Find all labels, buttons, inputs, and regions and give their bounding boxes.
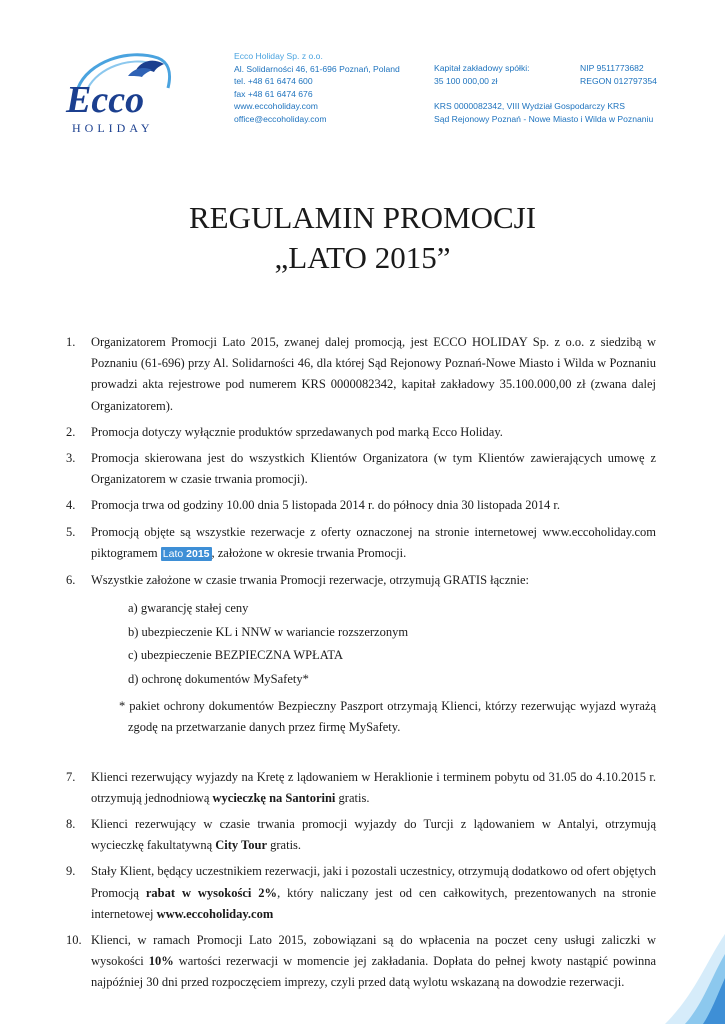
item-text-mid: , który naliczany jest od cen całkowitych, prezentowanych na stronie internetowej (91, 885, 656, 921)
item-text: Klienci rezerwujący w czasie trwania promocji wyjazdy do Turcji z lądowaniem w Antalyi, otrzymują wycieczkę fakultatywną (91, 817, 656, 853)
item-bold: wycieczkę na Santorini (212, 790, 336, 805)
item-text: Wszystkie założone w czasie trwania Promocji rezerwacje, otrzymują GRATIS łącznie: (91, 573, 530, 588)
sublist-item: c) ubezpieczenie BEZPIECZNA WPŁATA (128, 648, 344, 663)
sublist-item: a) gwarancję stałej ceny (128, 601, 249, 616)
item-text-end: wartości rezerwacji w momencie jej zakładania. Dopłata do pełnej kwoty nastąpić powinna najpóźniej 30 dni przed rozpoczęciem imprezy, czyli przed datą wylotu wskazaną na dowodzie rezerwacji. (91, 954, 656, 990)
capital-info (434, 62, 530, 87)
regon: REGON 012797354 (580, 75, 657, 86)
item-bold: 10% (148, 954, 174, 969)
capital-label: Kapitał zakładowy spółki: (434, 63, 530, 73)
decorative-wave (645, 934, 725, 1024)
footnote: * pakiet ochrony dokumentów Bezpieczny Paszport otrzymają Klienci, którzy rezerwując wyjazd wyrażą zgodę na przetwarzanie danych przez firmę MySafety. (119, 699, 656, 735)
company-phone: tel. +48 61 6474 600 (234, 76, 313, 87)
krs: KRS 0000082342, VIII Wydział Gospodarczy KRS (434, 101, 625, 111)
website-link[interactable]: www.eccoholiday.com (156, 906, 274, 921)
list-item (66, 332, 656, 417)
item-number: 4. (66, 498, 76, 513)
item-number: 3. (66, 451, 76, 466)
court-info (434, 100, 653, 125)
item-text: Promocja skierowana jest do wszystkich Klientów Organizatora (w tym Klientów zawierających umowę z Organizatorem w czasie trwania promocji). (91, 451, 656, 487)
item-bold: City Tour (215, 838, 268, 853)
list-item (66, 522, 656, 565)
sublist-item: d) ochronę dokumentów MySafety* (128, 672, 309, 687)
item-bold: rabat w wysokości 2% (145, 885, 278, 900)
item-text: Klienci rezerwujący wyjazdy na Kretę z lądowaniem w Heraklionie i terminem pobytu od 31.05 do 4.10.2015 r. otrzymują jednodniową (91, 769, 656, 805)
company-fax: fax +48 61 6474 676 (234, 88, 313, 99)
item-number: 1. (66, 335, 76, 349)
gratis-sublist (91, 598, 656, 690)
item-number: 8. (66, 817, 76, 832)
list-item (66, 495, 656, 516)
item-number: 9. (66, 864, 76, 879)
item-number: 5. (66, 524, 76, 539)
list-item (66, 422, 656, 443)
item-text: Promocja dotyczy wyłącznie produktów sprzedawanych pod marką Ecco Holiday. (91, 424, 503, 439)
sublist-item: b) ubezpieczenie KL i NNW w wariancie rozszerzonym (128, 624, 409, 639)
nip: NIP 9511773682 (580, 63, 644, 73)
svg-text:Ecco: Ecco (66, 79, 145, 121)
company-address: Al. Solidarności 46, 61-696 Poznań, Poland (234, 63, 400, 74)
item-text: Organizatorem Promocji Lato 2015, zwanej dalej promocją, jest ECCO HOLIDAY Sp. z o.o. z siedzibą w Poznaniu (61-696) przy Al. Solidarności 46, dla której Sąd Rejonowy Poznań-Nowe Miasto i Wilda w Poznaniu prowadzi akta rejestrowe pod numerem KRS 0000082342, kapitał zakładowy 35.100.000,00 zł (zwana dalej Organizatorem). (91, 335, 656, 413)
item-text: Klienci, w ramach Promocji Lato 2015, zobowiązani są do wpłacenia na poczet ceny usługi zaliczki w wysokości (91, 933, 656, 969)
item-number: 7. (66, 769, 76, 784)
list-item (66, 861, 656, 925)
document-title (0, 198, 725, 278)
item-text-end: gratis. (335, 790, 370, 805)
item-text: Stały Klient, będący uczestnikiem rezerwacji, jaki i pozostali uczestnicy, otrzymują dodatkowo od ofert objętych Promocją (91, 864, 656, 900)
list-item (66, 767, 656, 809)
list-item (66, 930, 656, 994)
ecco-holiday-logo (58, 44, 178, 136)
svg-text:HOLIDAY: HOLIDAY (72, 121, 154, 135)
rules-list (66, 332, 656, 999)
item-text-end: , założone w okresie trwania Promocji. (211, 545, 407, 560)
title-line-2: „LATO 2015” (274, 240, 451, 275)
company-name: Ecco Holiday Sp. z o.o. (234, 51, 323, 61)
list-item (66, 814, 656, 856)
company-website[interactable]: www.eccoholiday.com (234, 101, 318, 112)
capital-value: 35 100 000,00 zł (434, 75, 498, 86)
company-email[interactable]: office@eccoholiday.com (234, 113, 327, 124)
list-item (66, 448, 656, 490)
title-line-1: REGULAMIN PROMOCJI (188, 200, 537, 235)
item-number: 6. (66, 573, 76, 588)
item-text-end: gratis. (267, 838, 302, 853)
item-number: 2. (66, 424, 76, 439)
court: Sąd Rejonowy Poznań - Nowe Miasto i Wilda w Poznaniu (434, 113, 654, 124)
item-text: Promocja trwa od godziny 10.00 dnia 5 listopada 2014 r. do północy dnia 30 listopada 2014 r. (91, 498, 561, 513)
list-item (66, 570, 656, 690)
item-text: Promocją objęte są wszystkie rezerwacje z oferty oznaczonej na stronie internetowej www.eccoholiday.com piktogramem (91, 524, 656, 560)
company-info (234, 50, 400, 126)
tax-ids (580, 62, 657, 87)
lato-2015-pictogram: Lato 2015 (162, 547, 210, 560)
item-number: 10. (66, 933, 82, 948)
